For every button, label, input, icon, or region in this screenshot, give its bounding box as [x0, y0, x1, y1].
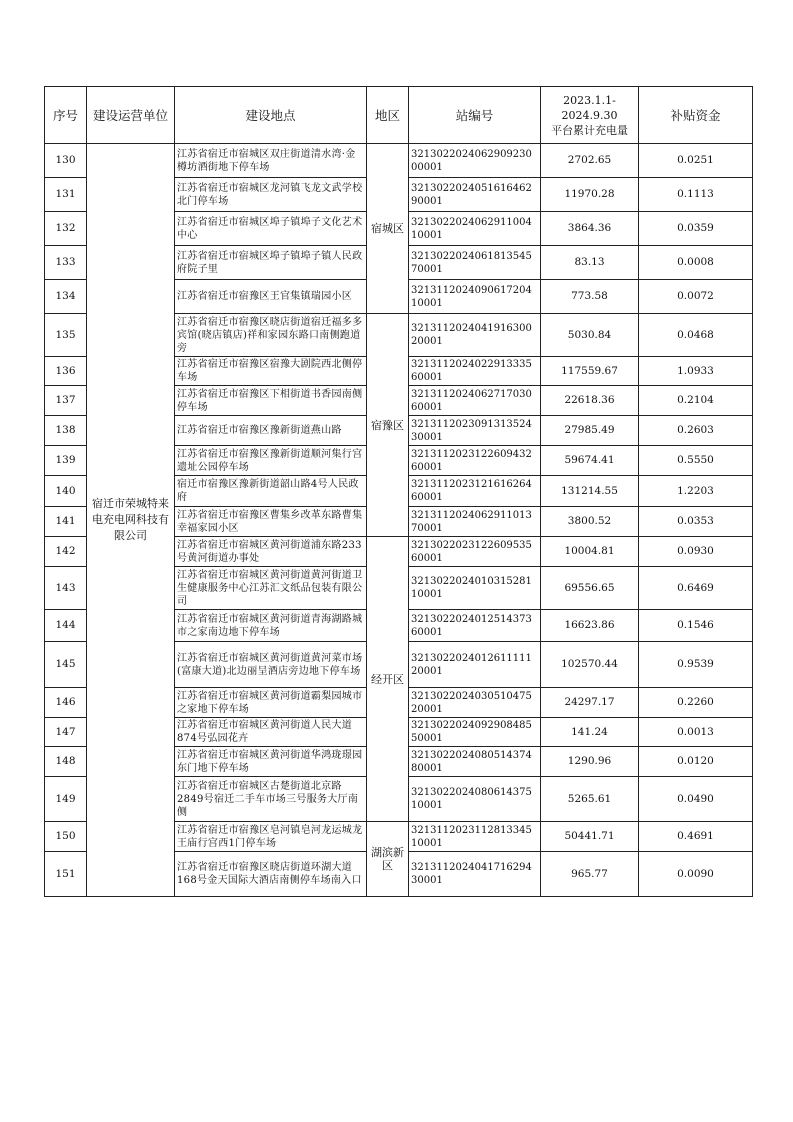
subsidy-amount: 0.0359: [639, 212, 753, 246]
station-id: 321302202405161646290001: [409, 178, 541, 212]
row-number: 149: [45, 777, 87, 822]
station-id: 321302202406181354570001: [409, 246, 541, 280]
subsidy-amount: 0.0468: [639, 314, 753, 357]
location-address: 江苏省宿迁市宿豫区宿豫大剧院西北侧停车场: [175, 357, 367, 386]
row-number: 150: [45, 822, 87, 852]
subsidy-amount: 0.6469: [639, 567, 753, 610]
station-id: 321302202403051047520001: [409, 688, 541, 718]
charge-amount: 59674.41: [541, 446, 639, 476]
location-address: 江苏省宿迁市宿城区古楚街道北京路2849号宿迁二手车市场三号服务大厅南侧: [175, 777, 367, 822]
station-id: 321311202406291101370001: [409, 507, 541, 537]
row-number: 135: [45, 314, 87, 357]
row-number: 136: [45, 357, 87, 386]
charge-amount: 22618.36: [541, 386, 639, 416]
station-id: 321302202401251437360001: [409, 610, 541, 642]
charge-amount: 16623.86: [541, 610, 639, 642]
subsidy-amount: 1.2203: [639, 476, 753, 507]
location-address: 江苏省宿迁市宿城区黄河街道黄河菜市场(富康大道)北边丽呈酒店旁边地下停车场: [175, 642, 367, 688]
station-id: 321311202409061720410001: [409, 280, 541, 314]
charge-amount: 2702.65: [541, 144, 639, 178]
station-id: 321302202401261111120001: [409, 642, 541, 688]
station-id: 321311202312161626460001: [409, 476, 541, 507]
charge-amount: 965.77: [541, 852, 639, 897]
row-number: 133: [45, 246, 87, 280]
location-address: 江苏省宿迁市宿城区埠子镇埠子镇人民政府院子里: [175, 246, 367, 280]
header-region: 地区: [367, 87, 409, 144]
row-number: 140: [45, 476, 87, 507]
charge-amount: 773.58: [541, 280, 639, 314]
location-address: 宿迁市宿豫区豫新街道韶山路4号人民政府: [175, 476, 367, 507]
header-charge-line3: 平台累计充电量: [551, 123, 628, 137]
station-id: 321311202404191630020001: [409, 314, 541, 357]
location-address: 江苏省宿迁市宿城区埠子镇埠子文化艺术中心: [175, 212, 367, 246]
row-number: 143: [45, 567, 87, 610]
station-id: 321302202408051437480001: [409, 747, 541, 777]
charge-amount: 5265.61: [541, 777, 639, 822]
charge-amount: 131214.55: [541, 476, 639, 507]
row-number: 134: [45, 280, 87, 314]
location-address: 江苏省宿迁市宿豫区豫新街道燕山路: [175, 416, 367, 446]
charge-amount: 11970.28: [541, 178, 639, 212]
subsidy-amount: 0.5550: [639, 446, 753, 476]
charge-amount: 27985.49: [541, 416, 639, 446]
station-id: 321302202312260953560001: [409, 537, 541, 567]
subsidy-amount: 0.0490: [639, 777, 753, 822]
station-id: 321302202408061437510001: [409, 777, 541, 822]
location-address: 江苏省宿迁市宿城区黄河街道华鸿珑璟园东门地下停车场: [175, 747, 367, 777]
row-number: 145: [45, 642, 87, 688]
region-cell: 宿豫区: [367, 314, 409, 537]
subsidy-amount: 0.0013: [639, 718, 753, 747]
region-cell: 经开区: [367, 537, 409, 822]
location-address: 江苏省宿迁市宿城区双庄街道清水湾·金樽坊酒街地下停车场: [175, 144, 367, 178]
station-id: 321302202406290923000001: [409, 144, 541, 178]
row-number: 138: [45, 416, 87, 446]
location-address: 江苏省宿迁市宿城区黄河街道黄河街道卫生健康服务中心江苏汇文纸品包装有限公司: [175, 567, 367, 610]
subsidy-amount: 0.0251: [639, 144, 753, 178]
location-address: 江苏省宿迁市宿豫区皂河镇皂河龙运城龙王庙行宫西1门停车场: [175, 822, 367, 852]
charge-amount: 3800.52: [541, 507, 639, 537]
charge-amount: 50441.71: [541, 822, 639, 852]
subsidy-amount: 0.2603: [639, 416, 753, 446]
subsidy-amount: 0.1546: [639, 610, 753, 642]
row-number: 142: [45, 537, 87, 567]
location-address: 江苏省宿迁市宿城区黄河街道人民大道874号弘园花卉: [175, 718, 367, 747]
subsidy-amount: 0.2260: [639, 688, 753, 718]
subsidy-amount: 0.0090: [639, 852, 753, 897]
charge-amount: 69556.65: [541, 567, 639, 610]
header-unit: 建设运营单位: [87, 87, 175, 144]
location-address: 江苏省宿迁市宿豫区曹集乡改革东路曹集幸福家园小区: [175, 507, 367, 537]
station-id: 321311202311281334510001: [409, 822, 541, 852]
header-location: 建设地点: [175, 87, 367, 144]
table-body: [45, 144, 753, 897]
header-charge-line1: 2023.1.1-: [563, 93, 616, 107]
charge-amount: 3864.36: [541, 212, 639, 246]
subsidy-amount: 0.9539: [639, 642, 753, 688]
region-cell: 宿城区: [367, 144, 409, 314]
station-id: 321311202406271703060001: [409, 386, 541, 416]
station-id: 321302202409290848550001: [409, 718, 541, 747]
location-address: 江苏省宿迁市宿城区黄河街道青海湖路城市之家南边地下停车场: [175, 610, 367, 642]
row-number: 148: [45, 747, 87, 777]
subsidy-amount: 1.0933: [639, 357, 753, 386]
location-address: 江苏省宿迁市宿城区黄河街道霸梨园城市之家地下停车场: [175, 688, 367, 718]
location-address: 江苏省宿迁市宿豫区下相街道书香园南侧停车场: [175, 386, 367, 416]
row-number: 132: [45, 212, 87, 246]
station-id: 321302202406291100410001: [409, 212, 541, 246]
station-id: 321311202309131352430001: [409, 416, 541, 446]
location-address: 江苏省宿迁市宿豫区晓店街道环湖大道168号金天国际大酒店南侧停车场南入口: [175, 852, 367, 897]
station-id: 321311202404171629430001: [409, 852, 541, 897]
charge-amount: 83.13: [541, 246, 639, 280]
charge-amount: 102570.44: [541, 642, 639, 688]
subsidy-amount: 0.1113: [639, 178, 753, 212]
location-address: 江苏省宿迁市宿豫区王官集镇瑞园小区: [175, 280, 367, 314]
row-number: 130: [45, 144, 87, 178]
location-address: 江苏省宿迁市宿城区黄河街道浦东路233号黄河街道办事处: [175, 537, 367, 567]
subsidy-amount: 0.0353: [639, 507, 753, 537]
subsidy-amount: 0.0930: [639, 537, 753, 567]
charge-amount: 24297.17: [541, 688, 639, 718]
subsidy-amount: 0.0008: [639, 246, 753, 280]
operator-unit: 宿迁市荣城特来电充电网科技有限公司: [87, 144, 175, 897]
row-number: 139: [45, 446, 87, 476]
row-number: 137: [45, 386, 87, 416]
subsidy-table: [44, 86, 753, 897]
subsidy-amount: 0.4691: [639, 822, 753, 852]
subsidy-amount: 0.0120: [639, 747, 753, 777]
subsidy-amount: 0.0072: [639, 280, 753, 314]
subsidy-amount: 0.2104: [639, 386, 753, 416]
location-address: 江苏省宿迁市宿豫区豫新街道顺河集行宫遗址公园停车场: [175, 446, 367, 476]
table-row: [45, 144, 753, 178]
header-charge-line2: 2024.9.30: [561, 108, 618, 122]
charge-amount: 5030.84: [541, 314, 639, 357]
header-no: 序号: [45, 87, 87, 144]
row-number: 146: [45, 688, 87, 718]
row-number: 144: [45, 610, 87, 642]
header-subsidy: 补贴资金: [639, 87, 753, 144]
station-id: 321311202312260943260001: [409, 446, 541, 476]
station-id: 321302202401031528110001: [409, 567, 541, 610]
charge-amount: 1290.96: [541, 747, 639, 777]
charge-amount: 141.24: [541, 718, 639, 747]
header-row: [45, 87, 753, 144]
charge-amount: 117559.67: [541, 357, 639, 386]
charge-amount: 10004.81: [541, 537, 639, 567]
row-number: 147: [45, 718, 87, 747]
region-cell: 湖滨新区: [367, 822, 409, 897]
location-address: 江苏省宿迁市宿城区龙河镇飞龙文武学校北门停车场: [175, 178, 367, 212]
row-number: 141: [45, 507, 87, 537]
row-number: 151: [45, 852, 87, 897]
row-number: 131: [45, 178, 87, 212]
header-station: 站编号: [409, 87, 541, 144]
header-charge: [541, 87, 639, 144]
station-id: 321311202402291333560001: [409, 357, 541, 386]
location-address: 江苏省宿迁市宿豫区晓店街道宿迁福多多宾馆(晓店镇店)祥和家园东路口南侧跑道旁: [175, 314, 367, 357]
